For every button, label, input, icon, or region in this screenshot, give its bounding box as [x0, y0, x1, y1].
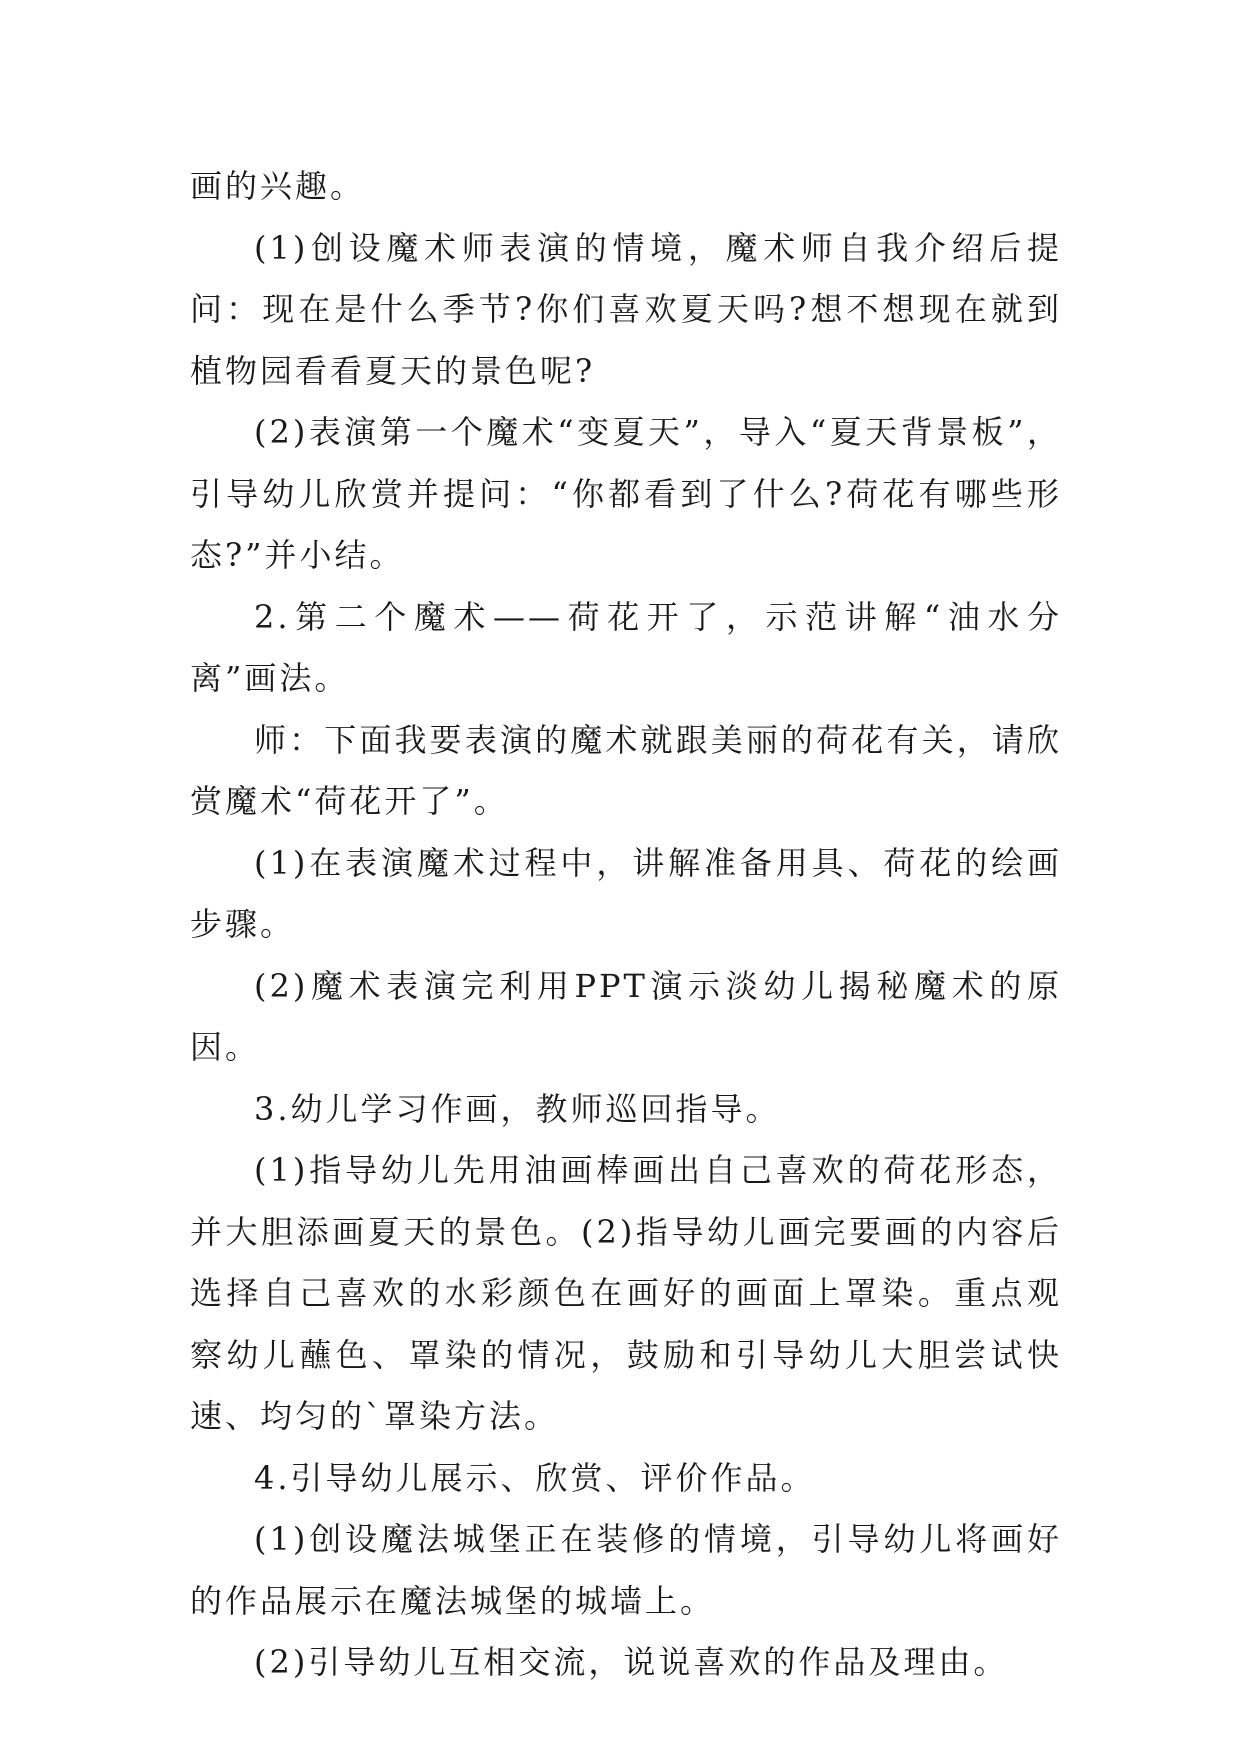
document-body	[190, 156, 1062, 1694]
paragraph: (2)魔术表演完利用PPT演示淡幼儿揭秘魔术的原因。	[190, 966, 1062, 1066]
paragraph: (2)表演第一个魔术“变夏天”，导入“夏天背景板”，引导幼儿欣赏并提问：“你都看到了什么?荷花有哪些形态?”并小结。	[190, 413, 1062, 574]
paragraph: 4.引导幼儿展示、欣赏、评价作品。	[254, 1458, 816, 1497]
paragraph: 师：下面我要表演的魔术就跟美丽的荷花有关，请欣赏魔术“荷花开了”。	[190, 720, 1062, 820]
paragraph: (1)创设魔法城堡正在装修的情境，引导幼儿将画好的作品展示在魔法城堡的城墙上。	[190, 1520, 1062, 1620]
paragraph: 2.第二个魔术——荷花开了，示范讲解“油水分离”画法。	[190, 597, 1062, 697]
paragraph: (1)创设魔术师表演的情境，魔术师自我介绍后提问：现在是什么季节?你们喜欢夏天吗?想不想现在就到植物园看看夏天的景色呢?	[190, 228, 1062, 390]
paragraph: (2)引导幼儿互相交流，说说喜欢的作品及理由。	[254, 1643, 1009, 1681]
paragraph: (1)在表演魔术过程中，讲解准备用具、荷花的绘画步骤。	[190, 843, 1062, 943]
paragraph: (1)指导幼儿先用油画棒画出自己喜欢的荷花形态，并大胆添画夏天的景色。(2)指导幼儿画完要画的内容后选择自己喜欢的水彩颜色在画好的画面上罩染。重点观察幼儿蘸色、罩染的情况，鼓励和引导幼儿大胆尝试快速、均匀的`罩染方法。	[190, 1151, 1062, 1435]
paragraph: 3.幼儿学习作画，教师巡回指导。	[254, 1089, 781, 1128]
paragraph: 画的兴趣。	[190, 167, 366, 205]
